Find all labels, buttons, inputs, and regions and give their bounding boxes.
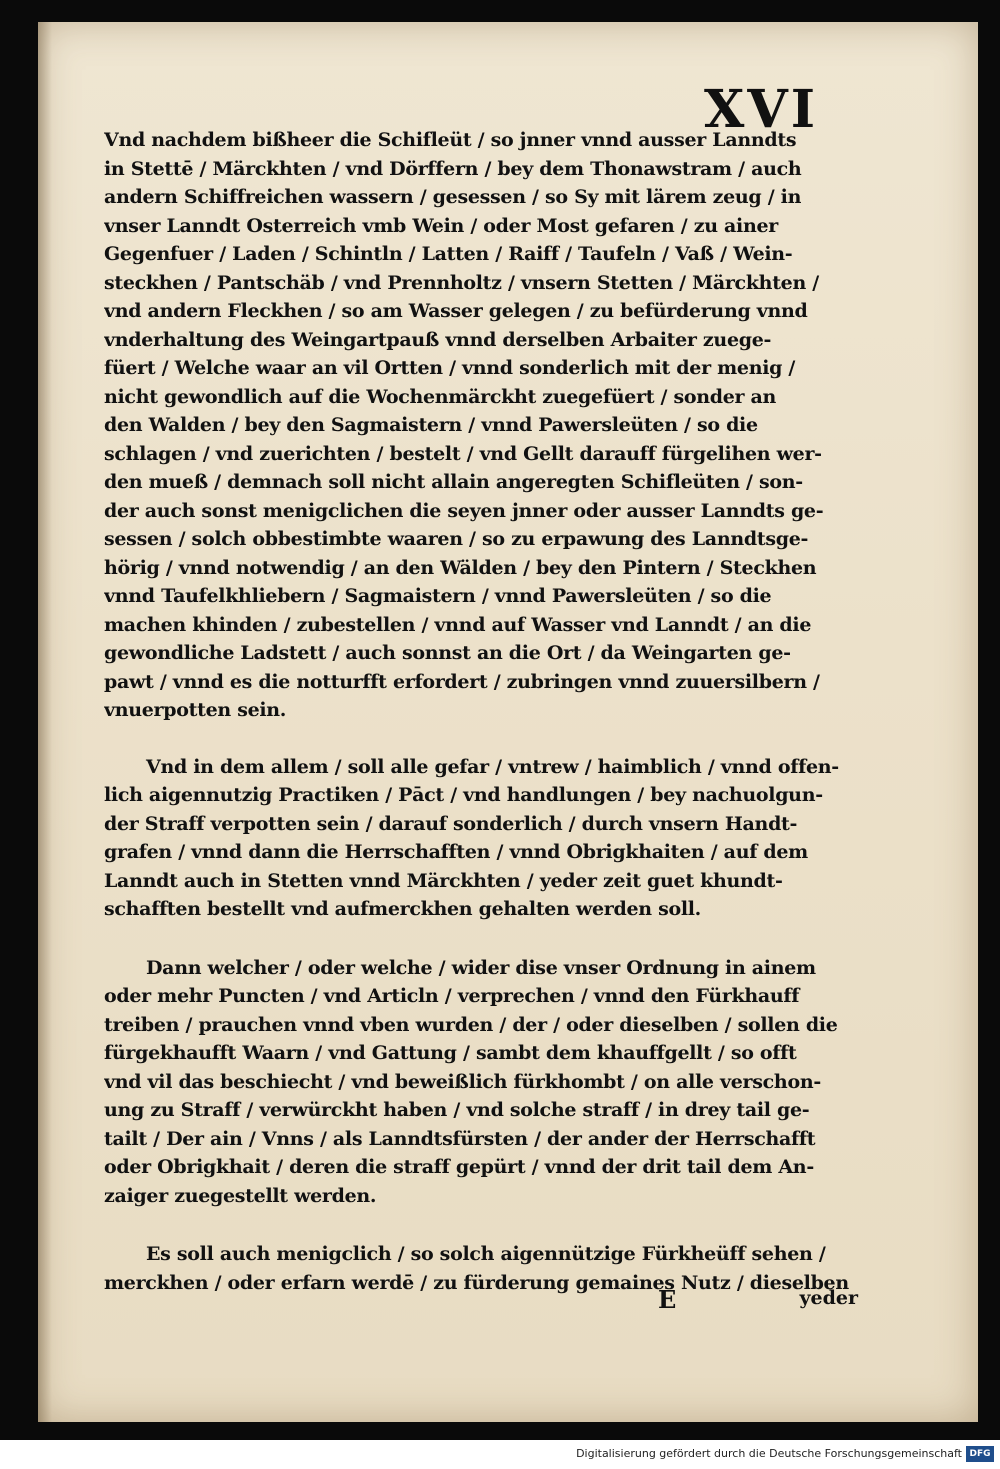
book-page	[38, 22, 978, 1422]
text-line: vnnd Taufelkhliebern / Sagmaistern / vnnd Pawersleüten / so die	[104, 585, 772, 607]
catchword: yeder	[799, 1287, 858, 1309]
text-line: Gegenfuer / Laden / Schintln / Latten / Raiff / Taufeln / Vaß / Wein-	[104, 243, 793, 265]
text-line: schlagen / vnd zuerichten / bestelt / vnd Gellt darauff fürgelihen wer-	[104, 442, 822, 465]
text-line: vnuerpotten sein.	[104, 699, 287, 721]
text-line: ung zu Straff / verwürckht haben / vnd solche straff / in drey tail ge-	[104, 1099, 810, 1121]
paragraph-2	[104, 753, 854, 924]
funding-credit: Digitalisierung gefördert durch die Deutsche Forschungsgemeinschaft	[576, 1447, 962, 1460]
page-body-text	[104, 126, 854, 1297]
text-line: Lanndt auch in Stetten vnnd Märckhten / yeder zeit guet khundt-	[104, 869, 783, 892]
text-line: vnser Lanndt Osterreich vmb Wein / oder Most gefaren / zu ainer	[104, 214, 778, 237]
text-line: Es soll auch menigclich / so solch aigennützige Fürkheüff sehen /	[146, 1243, 826, 1265]
text-line: den mueß / demnach soll nicht allain angeregten Schifleüten / son-	[104, 471, 803, 493]
text-line: sessen / solch obbestimbte waaren / so zu erpawung des Lanndtsge-	[104, 528, 809, 550]
text-line: pawt / vnnd es die notturfft erfordert / zubringen vnnd zuuersilbern /	[104, 670, 820, 693]
text-line: lich aigennutzig Practiken / Pāct / vnd handlungen / bey nachuolgun-	[104, 784, 823, 806]
text-line: vnd vil das beschiecht / vnd beweißlich fürkhombt / on alle verschon-	[104, 1070, 821, 1093]
text-line: machen khinden / zubestellen / vnnd auf Wasser vnd Lanndt / an die	[104, 613, 812, 636]
signature-mark: E	[658, 1285, 677, 1314]
text-line: treiben / prauchen vnnd vben wurden / der / oder dieselben / sollen die	[104, 1013, 838, 1036]
text-line: Vnd in dem allem / soll alle gefar / vntrew / haimblich / vnnd offen-	[146, 755, 839, 778]
dfg-logo-icon: DFG	[966, 1446, 994, 1462]
text-line: gewondliche Ladstett / auch sonnst an die Ort / da Weingarten ge-	[104, 642, 791, 664]
text-line: schafften bestellt vnd aufmerckhen gehalten werden soll.	[104, 898, 701, 920]
folio-number: XVI	[704, 79, 819, 140]
text-line: füert / Welche waar an vil Ortten / vnnd sonderlich mit der menig /	[104, 357, 796, 379]
text-line: in Stettē / Märckhten / vnd Dörffern / bey dem Thonawstram / auch	[104, 157, 802, 180]
paragraph-spacer	[104, 725, 854, 753]
paragraph-3	[104, 954, 854, 1211]
text-line: hörig / vnnd notwendig / an den Wälden / bey den Pintern / Steckhen	[104, 556, 817, 579]
text-line: vnderhaltung des Weingartpauß vnnd derselben Arbaiter zuege-	[104, 328, 772, 351]
text-line: oder mehr Puncten / vnd Articln / verprechen / vnnd den Fürkhauff	[104, 985, 800, 1007]
text-line: grafen / vnnd dann die Herrschafften / vnnd Obrigkhaiten / auf dem	[104, 841, 808, 863]
paragraph-spacer	[104, 1210, 854, 1240]
text-line: zaiger zuegestellt werden.	[104, 1184, 377, 1207]
text-line: vnd andern Fleckhen / so am Wasser gelegen / zu befürderung vnnd	[104, 300, 808, 322]
text-line: oder Obrigkhait / deren die straff gepürt / vnnd der drit tail dem An-	[104, 1156, 814, 1178]
text-line: tailt / Der ain / Vnns / als Lanndtsfürsten / der ander der Herrschafft	[104, 1127, 816, 1150]
paragraph-spacer	[104, 924, 854, 954]
text-line: Vnd nachdem bißheer die Schifleüt / so jnner vnnd ausser Lanndts	[104, 129, 797, 151]
text-line: steckhen / Pantschäb / vnd Prennholtz / vnsern Stetten / Märckhten /	[104, 271, 819, 294]
text-line: Dann welcher / oder welche / wider dise vnser Ordnung in ainem	[146, 956, 816, 979]
text-line: nicht gewondlich auf die Wochenmärckht zuegefüert / sonder an	[104, 385, 777, 408]
text-line: andern Schiffreichen wassern / gesessen / so Sy mit lärem zeug / in	[104, 186, 802, 208]
text-line: fürgekhaufft Waarn / vnd Gattung / sambt dem khauffgellt / so offt	[104, 1042, 797, 1064]
text-line: merckhen / oder erfarn werdē / zu fürderung gemaines Nutz / dieselben	[104, 1271, 849, 1294]
page-foot	[658, 1281, 858, 1315]
text-line: der auch sonst menigclichen die seyen jnner oder ausser Lanndts ge-	[104, 499, 824, 522]
text-line: den Walden / bey den Sagmaistern / vnnd Pawersleüten / so die	[104, 414, 758, 436]
digitization-footer	[0, 1440, 1000, 1469]
text-line: der Straff verpotten sein / darauf sonderlich / durch vnsern Handt-	[104, 812, 798, 835]
paragraph-1	[104, 126, 854, 725]
